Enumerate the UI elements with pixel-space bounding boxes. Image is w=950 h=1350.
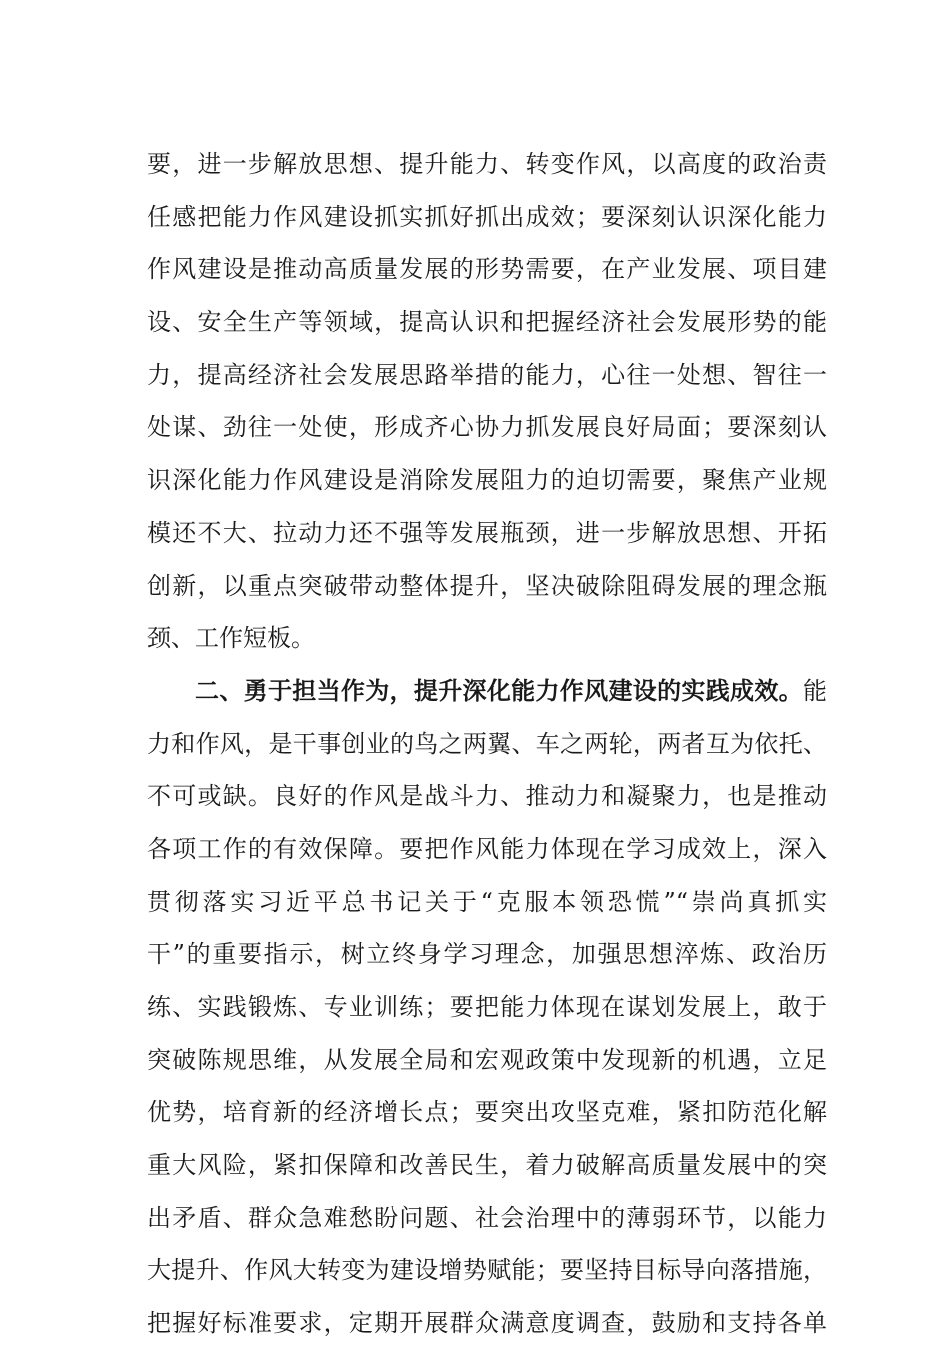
text-line: 要，进一步解放思想、提升能力、转变作风，以高度的政治责 (147, 150, 827, 178)
text-line: 各项工作的有效保障。要把作风能力体现在学习成效上，深入 (147, 834, 827, 863)
text-line: 练、实践锻炼、专业训练；要把能力体现在谋划发展上，敢于 (147, 993, 827, 1021)
text-line: 力和作风，是干事创业的鸟之两翼、车之两轮，两者互为依托、 (147, 729, 827, 758)
text-line: 作风建设是推动高质量发展的形势需要，在产业发展、项目建 (147, 255, 827, 284)
text-line: 力，提高经济社会发展思路举措的能力，心往一处想、智往一 (147, 360, 827, 389)
text-line: 优势，培育新的经济增长点；要突出攻坚克难，紧扣防范化解 (147, 1098, 827, 1127)
text-line: 突破陈规思维，从发展全局和宏观政策中发现新的机遇，立足 (147, 1045, 827, 1074)
text-line: 模还不大、拉动力还不强等发展瓶颈，进一步解放思想、开拓 (147, 518, 827, 547)
section-heading: 二、勇于担当作为，提升深化能力作风建设的实践成效。 (195, 676, 803, 705)
text-line: 设、安全生产等领域，提高认识和把握经济社会发展形势的能 (147, 308, 827, 337)
heading-line-rest: 能 (803, 676, 827, 705)
text-line: 重大风险，紧扣保障和改善民生，着力破解高质量发展中的突 (147, 1151, 827, 1180)
text-line: 贯彻落实习近平总书记关于“克服本领恐慌”“崇尚真抓实 (147, 887, 827, 916)
heading-line (147, 665, 827, 718)
text-line: 把握好标准要求，定期开展群众满意度调查，鼓励和支持各单 (147, 1309, 827, 1338)
text-line: 创新，以重点突破带动整体提升，坚决破除阻碍发展的理念瓶 (147, 571, 827, 600)
body-text (147, 138, 827, 1350)
text-line: 识深化能力作风建设是消除发展阻力的迫切需要，聚焦产业规 (147, 466, 827, 495)
text-line: 不可或缺。良好的作风是战斗力、推动力和凝聚力，也是推动 (147, 782, 827, 811)
text-line: 处谋、劲往一处使，形成齐心协力抓发展良好局面；要深刻认 (147, 413, 827, 442)
text-line: 大提升、作风大转变为建设增势赋能；要坚持目标导向落措施， (147, 1256, 827, 1285)
paragraph-2 (147, 665, 827, 1350)
paragraph-1 (147, 138, 827, 665)
text-line: 任感把能力作风建设抓实抓好抓出成效；要深刻认识深化能力 (147, 202, 827, 231)
text-line: 颈、工作短板。 (147, 624, 315, 653)
text-line: 出矛盾、群众急难愁盼问题、社会治理中的薄弱环节，以能力 (147, 1203, 827, 1232)
text-line: 干”的重要指示，树立终身学习理念，加强思想淬炼、政治历 (147, 940, 827, 969)
